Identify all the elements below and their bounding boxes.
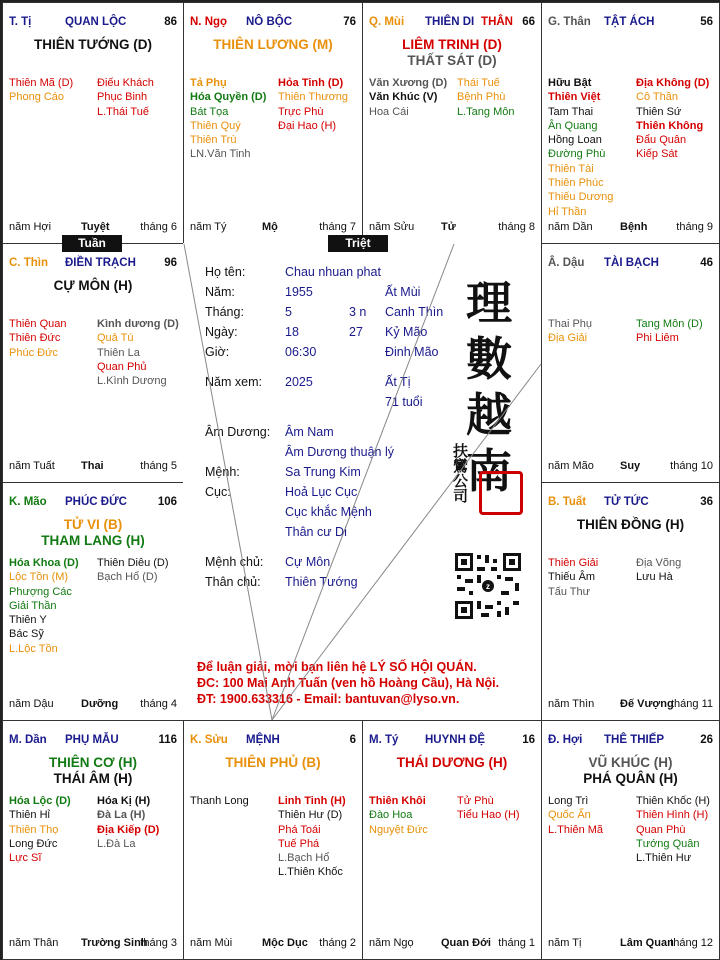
dai-han-number: 56 (700, 16, 713, 28)
palace-name: MỆNH (246, 734, 280, 746)
nguyet-han-month: tháng 4 (140, 698, 177, 710)
minor-star: Thiếu Dương (548, 191, 614, 204)
minor-star: LN.Văn Tinh (190, 148, 251, 161)
palace-name: THIÊN DI (425, 16, 475, 28)
minor-star: Phi Liêm (636, 332, 679, 345)
main-star: THÁI ÂM (H) (53, 771, 133, 786)
minor-star: Thiên Sứ (636, 105, 682, 118)
tieu-han-year: năm Dần (548, 221, 593, 233)
palace-header (548, 257, 713, 271)
palace-footer (548, 937, 713, 949)
contact-line-1: Để luận giải, mời bạn liên hệ LÝ SỐ HỘI QUÁN. (197, 660, 477, 674)
minor-star: L.Kình Dương (97, 375, 167, 388)
minor-star: Thanh Long (190, 795, 249, 807)
minor-star: Giải Thần (9, 599, 57, 612)
right-stars (636, 76, 709, 162)
palace-ngo (183, 2, 363, 244)
tieu-han-year: năm Tuất (9, 460, 55, 472)
palace-position: K. Mão (9, 496, 47, 508)
trang-sinh-stage: Đế Vượng (620, 698, 674, 710)
main-star: THIÊN LƯƠNG (M) (213, 37, 333, 52)
minor-star: Thiếu Âm (548, 571, 596, 584)
minor-star: L.Thiên Khốc (278, 866, 343, 879)
left-stars (548, 794, 603, 837)
main-star: VŨ KHÚC (H) (588, 755, 673, 770)
minor-star: Thiên Thương (278, 91, 349, 104)
nguyet-han-month: tháng 11 (670, 698, 713, 710)
trang-sinh-stage: Thai (81, 460, 104, 472)
tieu-han-year: năm Thìn (548, 698, 595, 710)
palace-suu (183, 720, 363, 960)
main-star: THẤT SÁT (D) (407, 53, 497, 68)
minor-star: Địa Võng (636, 557, 682, 569)
palace-name: QUAN LỘC (65, 16, 127, 28)
minor-star: Đẩu Quân (636, 134, 687, 147)
trang-sinh-stage: Suy (620, 460, 641, 472)
minor-star: L.Thiên Mã (548, 823, 604, 836)
palace-header (369, 16, 535, 30)
right-stars (97, 556, 169, 585)
trang-sinh-stage: Dưỡng (81, 698, 119, 710)
minor-star: Hoa Cái (369, 105, 409, 118)
right-stars (97, 76, 154, 119)
dai-han-number: 106 (157, 496, 177, 508)
tieu-han-year: năm Mùi (190, 937, 233, 949)
minor-star: L.Tang Môn (457, 105, 515, 118)
minor-star: Hóa Lộc (D) (9, 795, 71, 807)
dai-han-number: 66 (522, 16, 535, 28)
palace-hoi (541, 720, 720, 960)
palace-position: N. Ngọ (190, 16, 228, 28)
minor-star: Kiếp Sát (636, 148, 678, 161)
dai-han-number: 6 (349, 734, 356, 746)
dai-han-number: 16 (522, 734, 535, 746)
minor-star: Quan Phủ (97, 360, 147, 373)
palace-footer (9, 698, 177, 710)
minor-star: Quả Tú (97, 332, 134, 345)
ngay-extra: 27 (349, 325, 363, 339)
tieu-han-year: năm Tị (548, 937, 582, 949)
cuc-note-1: Cục khắc Mệnh (285, 505, 372, 519)
tuan-badge: Tuần (62, 235, 122, 252)
palace-name: NÔ BỘC (246, 16, 292, 28)
cuc-value: Hoả Lục Cục (285, 485, 358, 499)
trang-sinh-stage: Trường Sinh (81, 937, 148, 949)
left-stars (548, 76, 613, 219)
minor-star: Linh Tinh (H) (278, 795, 346, 807)
menh-value: Sa Trung Kim (285, 465, 361, 479)
palace-footer (369, 221, 535, 233)
palace-tuat (541, 482, 720, 721)
nam-xem-can-chi: Ất Tị (385, 375, 411, 389)
right-stars (457, 794, 520, 823)
tieu-han-year: năm Ngọ (369, 937, 414, 949)
minor-star: Hỏa Tinh (D) (278, 77, 344, 89)
minor-star: Tuế Phá (278, 837, 320, 850)
minor-star: Thai Phụ (548, 318, 593, 330)
minor-star: Quốc Ấn (548, 809, 591, 822)
minor-star: Thiên Trù (190, 134, 237, 147)
right-stars (278, 76, 348, 133)
palace-header (190, 16, 356, 30)
palace-footer (190, 937, 356, 949)
nguyet-han-month: tháng 9 (676, 221, 713, 233)
palace-ti (2, 2, 184, 244)
trang-sinh-stage: Tuyệt (81, 221, 110, 233)
palace-position: C. Thìn (9, 257, 48, 269)
minor-star: Tả Phụ (190, 77, 227, 89)
trang-sinh-stage: Mộ (262, 221, 278, 233)
right-stars (97, 794, 159, 851)
center-info-panel (183, 243, 541, 720)
left-stars (9, 317, 66, 360)
palace-position: Q. Mùi (369, 16, 405, 28)
minor-star: Quan Phù (636, 823, 686, 836)
palace-position: M. Dần (9, 734, 47, 746)
minor-star: Địa Kiếp (D) (97, 823, 160, 836)
palace-footer (369, 937, 535, 949)
palace-position: Đ. Hợi (548, 734, 583, 746)
trang-sinh-stage: Quan Đới (441, 937, 491, 949)
left-stars (548, 556, 598, 599)
palace-header (548, 16, 713, 30)
minor-star: Thiên Khốc (H) (636, 795, 710, 807)
minor-star: Thiên Việt (548, 91, 601, 104)
palace-header (548, 496, 713, 510)
than-chu-value: Thiên Tướng (285, 575, 358, 589)
minor-star: Thiên Hỉ (9, 809, 50, 822)
tieu-han-year: năm Dậu (9, 698, 54, 710)
palace-dan (2, 720, 184, 960)
minor-star: Bệnh Phù (457, 91, 506, 104)
trang-sinh-stage: Tử (441, 221, 456, 233)
right-stars (97, 317, 179, 388)
palace-footer (548, 460, 713, 472)
right-stars (636, 317, 703, 346)
nam-value: 1955 (285, 285, 313, 299)
minor-star: L.Bạch Hổ (278, 852, 330, 865)
ngay-value: 18 (285, 325, 299, 339)
ngay-can-chi: Kỷ Mão (385, 325, 428, 339)
palace-footer (190, 221, 356, 233)
minor-star: Long Đức (9, 837, 58, 850)
minor-star: Tử Phù (457, 795, 494, 807)
minor-star: Thiên Phúc (548, 177, 604, 190)
minor-star: Tam Thai (548, 105, 594, 118)
minor-star: Địa Giải (548, 332, 588, 345)
palace-thin (2, 243, 184, 483)
seal-stamp (479, 471, 523, 515)
main-star: TỬ VI (B) (63, 517, 123, 532)
calligraphy-char: 南 (466, 444, 512, 498)
trang-sinh-stage: Lâm Quan (620, 937, 674, 949)
palace-name: TÀI BẠCH (604, 257, 659, 269)
palace-name: PHỤ MẪU (65, 734, 119, 746)
minor-star: Tang Môn (D) (636, 318, 703, 330)
left-stars (190, 794, 249, 808)
palace-name: HUYNH ĐỆ (425, 734, 486, 746)
left-stars (369, 794, 428, 837)
gio-label: Giờ: (205, 345, 230, 359)
minor-star: Lộc Tồn (M) (9, 571, 69, 584)
palace-than (541, 2, 720, 244)
minor-star: Thiên Quan (9, 318, 67, 330)
minor-star: Thiên Thọ (9, 823, 59, 836)
minor-star: Đường Phù (548, 148, 606, 161)
gio-can-chi: Đinh Mão (385, 345, 439, 359)
minor-star: Thiên Đức (9, 332, 61, 345)
contact-line-2: ĐC: 100 Mai Anh Tuấn (ven hồ Hoàng Cầu), Hà Nội. (197, 676, 500, 690)
tieu-han-year: năm Sửu (369, 221, 415, 233)
am-duong-label: Âm Dương: (205, 425, 271, 439)
palace-dau (541, 243, 720, 483)
than-marker: THÂN (481, 16, 513, 28)
nam-xem-value: 2025 (285, 375, 313, 389)
minor-star: Thiên Diêu (D) (97, 557, 169, 569)
dai-han-number: 96 (164, 257, 177, 269)
ho-ten-value: Chau nhuan phat (285, 265, 381, 279)
right-stars (457, 76, 514, 119)
minor-star: Thiên Y (9, 614, 47, 627)
minor-star: Tiểu Hao (H) (457, 809, 520, 822)
tuoi-value: 71 tuổi (385, 395, 423, 409)
minor-star: Phúc Đức (9, 346, 58, 359)
palace-position: B. Tuất (548, 496, 587, 508)
palace-footer (548, 698, 713, 710)
minor-star: Thiên Hình (H) (636, 809, 709, 822)
seal-vertical-text: 扶鸞公司 (451, 443, 469, 503)
tieu-han-year: năm Thân (9, 937, 59, 949)
minor-star: Hóa Khoa (D) (9, 557, 79, 569)
minor-star: Tướng Quân (636, 837, 700, 850)
left-stars (9, 556, 79, 656)
minor-star: Long Trì (548, 795, 589, 807)
minor-star: Hữu Bật (548, 77, 592, 89)
dai-han-number: 46 (700, 257, 713, 269)
minor-star: L.Thái Tuế (97, 105, 149, 118)
nam-label: Năm: (205, 285, 235, 299)
palace-header (369, 734, 535, 748)
nguyet-han-month: tháng 12 (670, 937, 713, 949)
minor-star: Bạch Hổ (D) (97, 571, 158, 584)
palace-header (9, 16, 177, 30)
minor-star: Hóa Quyền (D) (190, 91, 267, 104)
minor-star: Lưu Hà (636, 571, 673, 584)
palace-position: M. Tý (369, 734, 399, 746)
minor-star: Thiên Hư (D) (278, 809, 343, 822)
menh-chu-label: Mệnh chủ: (205, 555, 264, 569)
minor-star: Văn Xương (D) (369, 77, 448, 89)
palace-name: THÊ THIẾP (604, 734, 665, 746)
minor-star: Đà La (H) (97, 809, 146, 822)
minor-star: Hỉ Thần (548, 205, 587, 218)
right-stars (636, 556, 681, 585)
dai-han-number: 36 (700, 496, 713, 508)
minor-star: Bác Sỹ (9, 628, 44, 641)
contact-line-3: ĐT: 1900.633316 - Email: bantuvan@lyso.vn. (197, 692, 460, 706)
dai-han-number: 76 (343, 16, 356, 28)
minor-star: L.Thiên Hư (636, 852, 692, 865)
left-stars (190, 76, 266, 162)
palace-header (9, 496, 177, 510)
svg-text:z: z (486, 582, 490, 591)
calligraphy-char: 理 (466, 276, 512, 330)
minor-star: L.Lộc Tồn (9, 642, 58, 655)
minor-star: Nguyệt Đức (369, 823, 428, 836)
minor-star: Đào Hoa (369, 809, 413, 822)
palace-position: G. Thân (548, 16, 591, 28)
minor-star: Hồng Loan (548, 134, 602, 147)
palace-name: TẬT ÁCH (604, 16, 655, 28)
minor-star: Đại Hao (H) (278, 119, 337, 132)
minor-star: Lực Sĩ (9, 852, 42, 865)
palace-footer (9, 221, 177, 233)
qr-code (453, 551, 523, 621)
menh-chu-value: Cự Môn (285, 555, 331, 569)
gio-value: 06:30 (285, 345, 317, 359)
tieu-han-year: năm Tý (190, 221, 227, 233)
minor-star: Thiên La (97, 346, 140, 359)
minor-star: Bát Tọa (190, 105, 229, 118)
minor-star: Cô Thần (636, 91, 678, 104)
nguyet-han-month: tháng 3 (140, 937, 177, 949)
minor-star: Thiên Giải (548, 557, 599, 569)
ngay-label: Ngày: (205, 325, 238, 339)
tieu-han-year: năm Mão (548, 460, 594, 472)
minor-star: Thiên Không (636, 119, 704, 132)
minor-star: Phượng Các (9, 585, 72, 598)
palace-footer (548, 221, 713, 233)
right-stars (636, 794, 710, 865)
thang-value: 5 (285, 305, 292, 319)
nguyet-han-month: tháng 6 (140, 221, 177, 233)
minor-star: Thiên Mã (D) (9, 77, 74, 89)
dai-han-number: 86 (164, 16, 177, 28)
calligraphy-char: 越 (466, 388, 512, 442)
minor-star: Phục Binh (97, 91, 148, 104)
main-star: THIÊN TƯỚNG (D) (34, 37, 152, 52)
thang-can-chi: Canh Thìn (385, 305, 444, 319)
main-star: THIÊN ĐỒNG (H) (576, 517, 685, 532)
right-stars (278, 794, 346, 880)
triet-badge: Triệt (328, 235, 388, 252)
trang-sinh-stage: Mộc Dục (262, 937, 308, 949)
minor-star: Thiên Tài (548, 162, 594, 175)
main-star: PHÁ QUÂN (H) (583, 771, 678, 786)
palace-header (548, 734, 713, 748)
minor-star: Điếu Khách (97, 77, 154, 89)
palace-footer (9, 937, 177, 949)
palace-ty (362, 720, 542, 960)
trang-sinh-stage: Bệnh (620, 221, 648, 233)
palace-footer (9, 460, 177, 472)
palace-position: T. Tị (9, 16, 32, 28)
nguyet-han-month: tháng 1 (498, 937, 535, 949)
minor-star: Tấu Thư (548, 585, 591, 598)
nguyet-han-month: tháng 8 (498, 221, 535, 233)
palace-position: Â. Dậu (548, 257, 585, 269)
minor-star: Phong Cáo (9, 91, 65, 104)
thang-label: Tháng: (205, 305, 244, 319)
cuc-label: Cục: (205, 485, 231, 499)
left-stars (9, 794, 71, 865)
dai-han-number: 26 (700, 734, 713, 746)
am-duong-value: Âm Nam (285, 425, 334, 439)
palace-name: TỬ TỨC (604, 496, 649, 508)
cuc-note-2: Thân cư Di (285, 525, 347, 539)
minor-star: Văn Khúc (V) (369, 91, 438, 104)
palace-position: K. Sửu (190, 734, 228, 746)
palace-mao (2, 482, 184, 721)
dai-han-number: 116 (158, 734, 177, 746)
minor-star: Hóa Kị (H) (97, 795, 151, 807)
minor-star: Thiên Khôi (369, 795, 426, 807)
nam-xem-label: Năm xem: (205, 375, 262, 389)
main-star: LIÊM TRINH (D) (402, 37, 502, 52)
nguyet-han-month: tháng 5 (140, 460, 177, 472)
tieu-han-year: năm Hợi (9, 221, 52, 233)
nguyet-han-month: tháng 2 (319, 937, 356, 949)
left-stars (548, 317, 592, 346)
minor-star: Kình dương (D) (97, 318, 179, 330)
ho-ten-label: Họ tên: (205, 265, 246, 279)
minor-star: Ân Quang (548, 119, 598, 132)
main-star: CỰ MÔN (H) (53, 278, 133, 293)
minor-star: Phá Toái (278, 823, 321, 836)
main-star: THIÊN CƠ (H) (48, 755, 137, 770)
main-star: THÁI DƯƠNG (H) (396, 755, 508, 770)
left-stars (9, 76, 73, 105)
thang-extra: 3 n (349, 305, 367, 319)
palace-header (9, 734, 177, 748)
menh-label: Mệnh: (205, 465, 240, 479)
am-duong-note: Âm Dương thuận lý (285, 445, 394, 459)
minor-star: L.Đà La (97, 837, 136, 850)
minor-star: Thiên Quý (190, 119, 241, 132)
minor-star: Thái Tuế (457, 77, 500, 89)
palace-header (9, 257, 177, 271)
calligraphy-char: 數 (466, 332, 512, 386)
nguyet-han-month: tháng 7 (319, 221, 356, 233)
main-star: THAM LANG (H) (41, 533, 145, 548)
palace-mui (362, 2, 542, 244)
nguyet-han-month: tháng 10 (670, 460, 713, 472)
main-star: THIÊN PHỦ (B) (225, 755, 321, 770)
than-chu-label: Thân chủ: (205, 575, 261, 589)
left-stars (369, 76, 447, 119)
minor-star: Trực Phù (278, 105, 324, 118)
nam-can-chi: Ất Mùi (385, 285, 421, 299)
palace-name: PHÚC ĐỨC (65, 496, 127, 508)
palace-name: ĐIỀN TRẠCH (65, 257, 136, 269)
minor-star: Địa Không (D) (636, 77, 710, 89)
palace-header (190, 734, 356, 748)
